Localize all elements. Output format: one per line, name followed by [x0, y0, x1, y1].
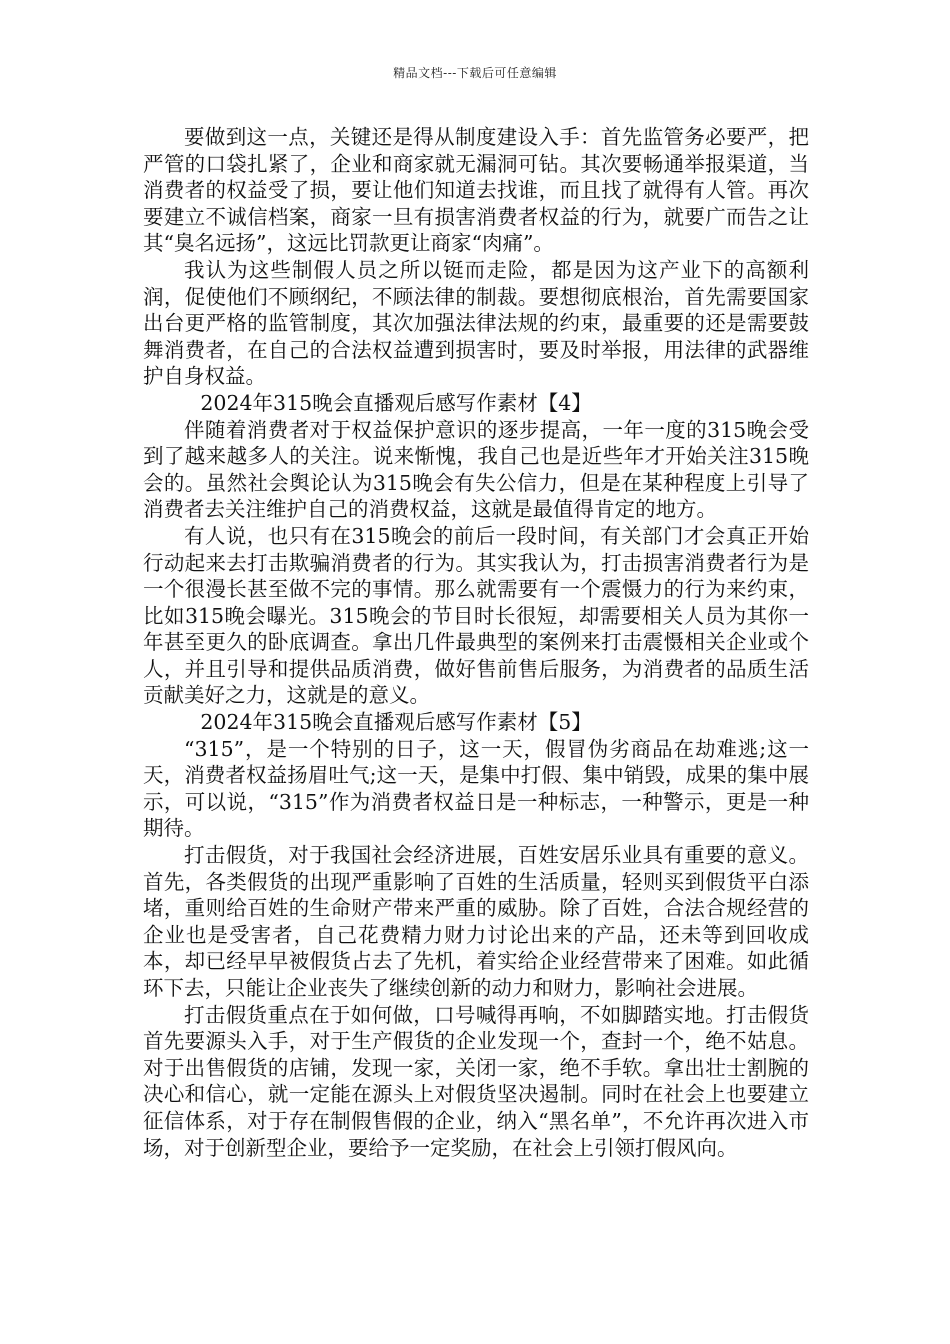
paragraph: 打击假货重点在于如何做，口号喊得再响，不如脚踏实地。打击假货首先要源头入手，对于生产假货的企业发现一个，查封一个，绝不姑息。对于出售假货的店铺，发现一家，关闭一家，绝不手软。拿出壮士割腕的决心和信心，就一定能在源头上对假货坚决遏制。同时在社会上也要建立征信体系，对于存在制假售假的企业，纳入“黑名单”，不允许再次进入市场，对于创新型企业，要给予一定奖励，在社会上引领打假风向。	[143, 1002, 809, 1160]
paragraph: 我认为这些制假人员之所以铤而走险，都是因为这产业下的高额利润，促使他们不顾纲纪，不顾法律的制裁。要想彻底根治，首先需要国家出台更严格的监管制度，其次加强法律法规的约束，最重要的还是需要鼓舞消费者，在自己的合法权益遭到损害时，要及时举报，用法律的武器维护自身权益。	[143, 257, 809, 389]
paragraph: “315”，是一个特别的日子，这一天，假冒伪劣商品在劫难逃;这一天，消费者权益扬眉吐气;这一天，是集中打假、集中销毁，成果的集中展示，可以说，“315”作为消费者权益日是一种标志，一种警示，更是一种期待。	[143, 736, 809, 841]
section-heading: 2024年315晚会直播观后感写作素材【5】	[200, 710, 592, 735]
paragraph: 有人说，也只有在315晚会的前后一段时间，有关部门才会真正开始行动起来去打击欺骗消费者的行为。其实我认为，打击损害消费者行为是一个很漫长甚至做不完的事情。那么就需要有一个震慑力的行为来约束，比如315晚会曝光。315晚会的节目时长很短，却需要相关人员为其你一年甚至更久的卧底调查。拿出几件最典型的案例来打击震慑相关企业或个人，并且引导和提供品质消费，做好售前售后服务，为消费者的品质生活贡献美好之力，这就是的意义。	[143, 523, 809, 708]
page-header: 精品文档---下载后可任意编辑	[393, 66, 557, 80]
paragraph: 要做到这一点，关键还是得从制度建设入手：首先监管务必要严，把严管的口袋扎紧了，企业和商家就无漏洞可钻。其次要畅通举报渠道，当消费者的权益受了损，要让他们知道去找谁，而且找了就得有人管。再次要建立不诚信档案，商家一旦有损害消费者权益的行为，就要广而告之让其“臭名远扬”，这远比罚款更让商家“肉痛”。	[143, 125, 809, 256]
document-body	[143, 124, 809, 1161]
paragraph: 打击假货，对于我国社会经济进展，百姓安居乐业具有重要的意义。首先，各类假货的出现严重影响了百姓的生活质量，轻则买到假货平白添堵，重则给百姓的生命财产带来严重的威胁。除了百姓，合法合规经营的企业也是受害者，自己花费精力财力讨论出来的产品，还未等到回收成本，却已经早早被假货占去了先机，着实给企业经营带来了困难。如此循环下去，只能让企业丧失了继续创新的动力和财力，影响社会进展。	[143, 843, 809, 1000]
section-heading: 2024年315晚会直播观后感写作素材【4】	[200, 390, 592, 415]
paragraph: 伴随着消费者对于权益保护意识的逐步提高，一年一度的315晚会受到了越来越多人的关注。说来惭愧，我自己也是近些年才开始关注315晚会的。虽然社会舆论认为315晚会有失公信力，但是在某种程度上引导了消费者去关注维护自己的消费权益，这就是最值得肯定的地方。	[143, 417, 809, 522]
